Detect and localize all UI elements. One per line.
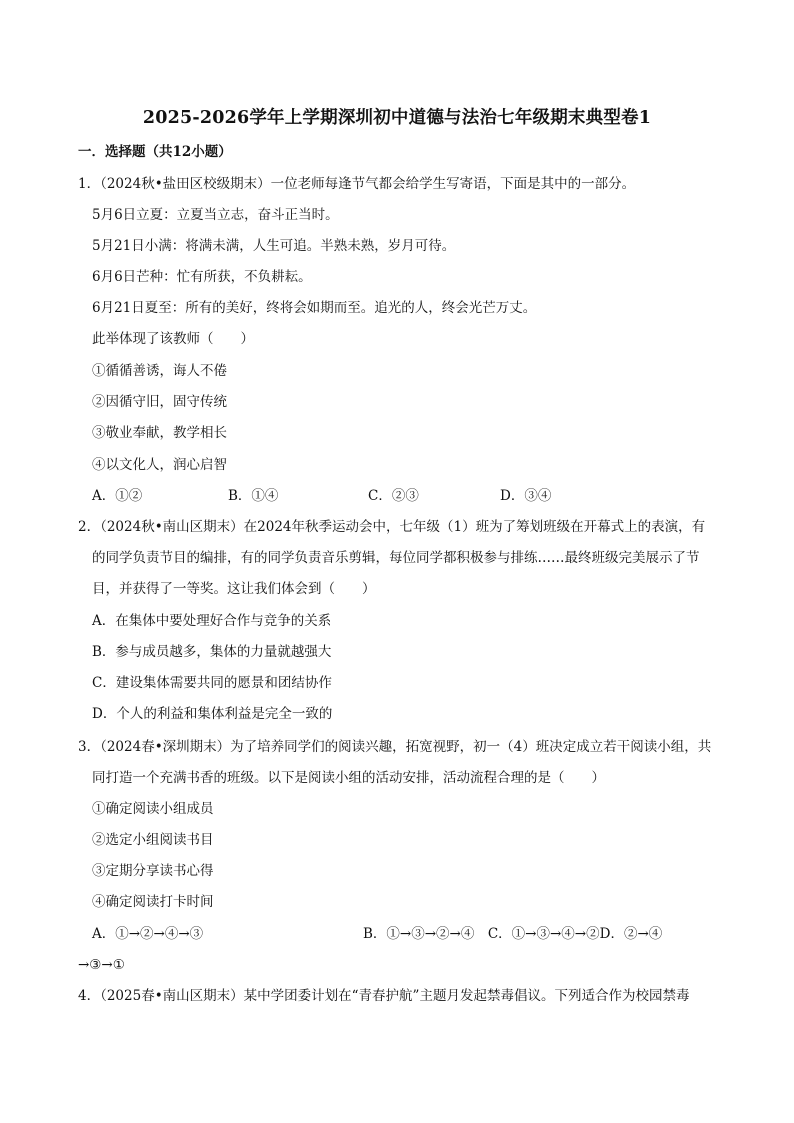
question-4-stem: 4．（2025春•南山区期末）某中学团委计划在“青春护航”主题月发起禁毒倡议。下列适合作为校园禁毒 xyxy=(78,988,690,1004)
question-1-line: 6月6日芒种：忙有所获，不负耕耘。 xyxy=(92,269,312,285)
question-3-options-bcd[interactable]: B．①→③→②→④ C．①→③→④→②D．②→④ xyxy=(363,926,663,942)
question-3-option-a[interactable]: A．①→②→④→③ xyxy=(92,926,204,942)
page-title: 2025-2026学年上学期深圳初中道德与法治七年级期末典型卷1 xyxy=(142,108,652,128)
question-1-item: ④以文化人，润心启智 xyxy=(92,457,227,473)
question-2-option-d[interactable]: D．个人的利益和集体利益是完全一致的 xyxy=(92,706,333,722)
question-1-option-a[interactable]: A．①② xyxy=(92,488,143,504)
question-1-line: 5月21日小满：将满未满，人生可追。半熟未熟，岁月可待。 xyxy=(92,238,456,254)
question-3-item: ③定期分享读书心得 xyxy=(92,863,214,879)
section-heading: 一．选择题（共12小题） xyxy=(78,144,232,160)
question-1-stem: 1．（2024秋•盐田区校级期末）一位老师每逢节气都会给学生写寄语，下面是其中的一部分。 xyxy=(78,176,636,192)
question-1-prompt: 此举体现了该教师（ ） xyxy=(92,331,254,347)
question-2-stem-line: 目，并获得了一等奖。这让我们体会到（ ） xyxy=(92,581,376,597)
question-3-stem-line: 同打造一个充满书香的班级。以下是阅读小组的活动安排，活动流程合理的是（ ） xyxy=(92,770,605,786)
question-3-option-d-wrap: →③→① xyxy=(78,957,125,973)
question-3-stem: 3．（2024春•深圳期末）为了培养同学们的阅读兴趣，拓宽视野，初一（4）班决定成立若干阅读小组，共 xyxy=(78,739,712,755)
question-3-item: ①确定阅读小组成员 xyxy=(92,801,214,817)
question-3-item: ②选定小组阅读书目 xyxy=(92,832,214,848)
question-1-option-d[interactable]: D．③④ xyxy=(500,488,552,504)
question-1-option-b[interactable]: B．①④ xyxy=(228,488,279,504)
question-2-stem-line: 的同学负责节目的编排，有的同学负责音乐剪辑，每位同学都积极参与排练……最终班级完美展示了节 xyxy=(92,550,700,566)
question-2-stem: 2．（2024秋•南山区期末）在2024年秋季运动会中，七年级（1）班为了筹划班级在开幕式上的表演，有 xyxy=(78,519,706,535)
question-1-item: ②因循守旧，固守传统 xyxy=(92,394,227,410)
question-1-option-c[interactable]: C．②③ xyxy=(368,488,419,504)
question-1-line: 5月6日立夏：立夏当立志，奋斗正当时。 xyxy=(92,207,339,223)
question-2-option-c[interactable]: C．建设集体需要共同的愿景和团结协作 xyxy=(92,675,332,691)
question-3-item: ④确定阅读打卡时间 xyxy=(92,894,214,910)
question-2-option-b[interactable]: B．参与成员越多，集体的力量就越强大 xyxy=(92,644,332,660)
question-1-item: ①循循善诱，诲人不倦 xyxy=(92,363,227,379)
question-2-option-a[interactable]: A．在集体中要处理好合作与竞争的关系 xyxy=(92,613,332,629)
question-1-item: ③敬业奉献，教学相长 xyxy=(92,425,227,441)
question-1-line: 6月21日夏至：所有的美好，终将会如期而至。追光的人，终会光芒万丈。 xyxy=(92,300,537,316)
